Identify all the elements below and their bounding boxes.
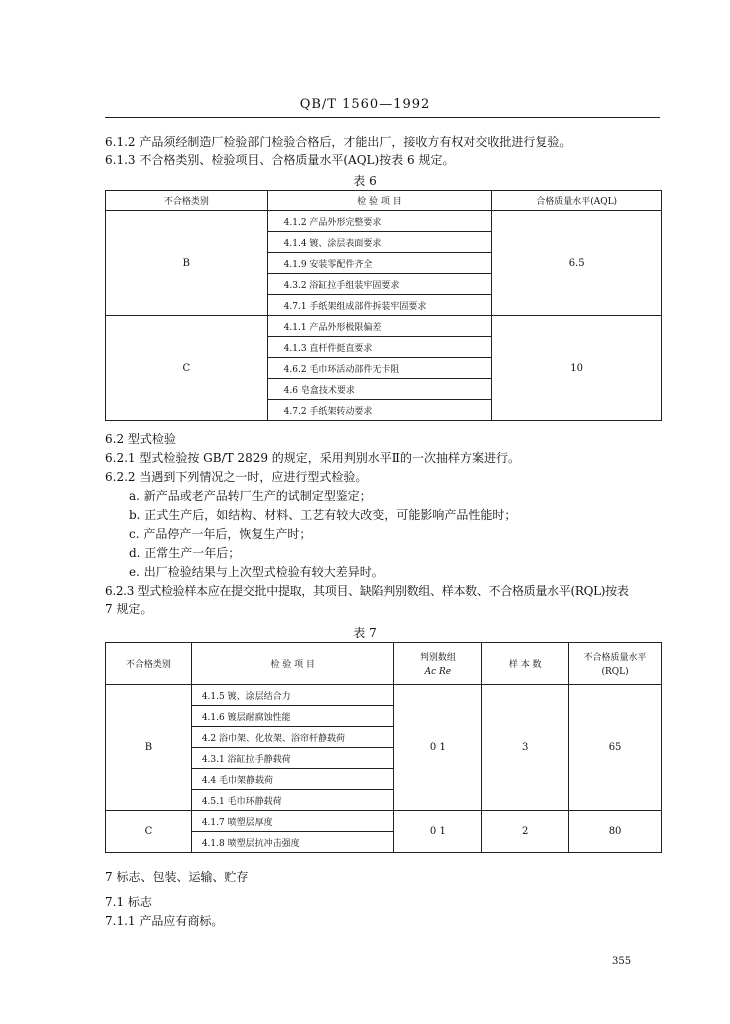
table7-item: 4.1.7 喷塑层厚度 bbox=[191, 811, 394, 832]
table7-header-rql-title: 不合格质量水平 bbox=[583, 653, 647, 663]
table7-sample-b: 3 bbox=[482, 685, 569, 811]
table-6 bbox=[105, 190, 662, 421]
table6-item: 4.6.2 毛巾环活动部件无卡阻 bbox=[267, 358, 492, 379]
table7-item: 4.4 毛巾架静载荷 bbox=[191, 769, 394, 790]
page-number: 355 bbox=[612, 956, 632, 967]
table6-header-items: 检 验 项 目 bbox=[267, 191, 492, 211]
table7-header-ac-re-title: 判别数组 bbox=[419, 653, 456, 663]
table7-item: 4.1.6 镀层耐腐蚀性能 bbox=[191, 706, 394, 727]
clause-6-2-1: 6.2.1 型式检验按 GB/T 2829 的规定，采用判别水平Ⅱ的一次抽样方案进行。 bbox=[105, 451, 520, 465]
list-item-a: a. 新产品或老产品转厂生产的试制定型鉴定； bbox=[129, 489, 372, 503]
table6-item: 4.7.2 手纸架转动要求 bbox=[267, 400, 492, 421]
table7-header-rql bbox=[569, 643, 662, 685]
table7-category-b: B bbox=[106, 685, 192, 811]
table6-category-c: C bbox=[106, 316, 268, 421]
table7-ac-re-b: 0 1 bbox=[394, 685, 482, 811]
table7-sample-c: 2 bbox=[482, 811, 569, 853]
table6-item: 4.1.1 产品外形极限偏差 bbox=[267, 316, 492, 337]
table6-item: 4.1.3 直杆件挺直要求 bbox=[267, 337, 492, 358]
table6-aql-b: 6.5 bbox=[492, 211, 662, 316]
clause-6-2-3-cont: 7 规定。 bbox=[105, 602, 153, 616]
table6-item: 4.1.4 镀、涂层表面要求 bbox=[267, 232, 492, 253]
table7-rql-c: 80 bbox=[569, 811, 662, 853]
table7-header-items: 检 验 项 目 bbox=[191, 643, 394, 685]
list-item-b: b. 正式生产后，如结构、材料、工艺有较大改变，可能影响产品性能时； bbox=[129, 508, 517, 522]
list-item-e: e. 出厂检验结果与上次型式检验有较大差异时。 bbox=[129, 565, 384, 579]
list-item-d: d. 正常生产一年后； bbox=[129, 546, 241, 560]
table6-header-aql: 合格质量水平(AQL) bbox=[492, 191, 662, 211]
clause-7-1-1: 7.1.1 产品应有商标。 bbox=[105, 914, 224, 928]
table7-item: 4.1.8 喷塑层抗冲击强度 bbox=[191, 832, 394, 853]
table7-category-c: C bbox=[106, 811, 192, 853]
table6-item: 4.7.1 手纸架组成部件拆装牢固要求 bbox=[267, 295, 492, 316]
section-7-title: 7 标志、包装、运输、贮存 bbox=[105, 870, 249, 884]
table6-item: 4.1.2 产品外形完整要求 bbox=[267, 211, 492, 232]
table6-item: 4.1.9 安装零配件齐全 bbox=[267, 253, 492, 274]
table7-rql-b: 65 bbox=[569, 685, 662, 811]
table6-header-category: 不合格类别 bbox=[106, 191, 268, 211]
header-rule bbox=[105, 117, 660, 118]
clause-6-2-3: 6.2.3 型式检验样本应在提交批中提取，其项目、缺陷判别数组、样本数、不合格质量水平(RQL)按表 bbox=[105, 584, 629, 598]
clause-6-1-2: 6.1.2 产品须经制造厂检验部门检验合格后，才能出厂，接收方有权对交收批进行复验。 bbox=[105, 135, 572, 149]
table7-header-ac-re bbox=[394, 643, 482, 685]
section-6-2-title: 6.2 型式检验 bbox=[105, 432, 176, 446]
section-7-1-title: 7.1 标志 bbox=[105, 895, 152, 909]
table6-item: 4.6 皂盒技术要求 bbox=[267, 379, 492, 400]
table7-ac-re-c: 0 1 bbox=[394, 811, 482, 853]
list-item-c: c. 产品停产一年后，恢复生产时； bbox=[129, 527, 312, 541]
table-7 bbox=[105, 642, 662, 853]
table7-item: 4.5.1 毛巾环静载荷 bbox=[191, 790, 394, 811]
table7-item: 4.2 浴巾架、化妆架、浴帘杆静载荷 bbox=[191, 727, 394, 748]
table7-item: 4.1.5 镀、涂层结合力 bbox=[191, 685, 394, 706]
clause-6-1-3: 6.1.3 不合格类别、检验项目、合格质量水平(AQL)按表 6 规定。 bbox=[105, 153, 455, 167]
table6-caption: 表 6 bbox=[353, 174, 377, 188]
table7-header-rql-sub: (RQL) bbox=[601, 667, 629, 677]
table7-header-category: 不合格类别 bbox=[106, 643, 192, 685]
table6-aql-c: 10 bbox=[492, 316, 662, 421]
table7-header-sample: 样 本 数 bbox=[482, 643, 569, 685]
document-header: QB/T 1560—1992 bbox=[299, 97, 431, 112]
clause-6-2-2: 6.2.2 当遇到下列情况之一时，应进行型式检验。 bbox=[105, 470, 368, 484]
table6-item: 4.3.2 浴缸拉手组装牢固要求 bbox=[267, 274, 492, 295]
table6-category-b: B bbox=[106, 211, 268, 316]
table7-item: 4.3.1 浴缸拉手静载荷 bbox=[191, 748, 394, 769]
table7-header-ac-re-sub: Ac Re bbox=[424, 667, 452, 677]
table7-caption: 表 7 bbox=[353, 626, 377, 640]
